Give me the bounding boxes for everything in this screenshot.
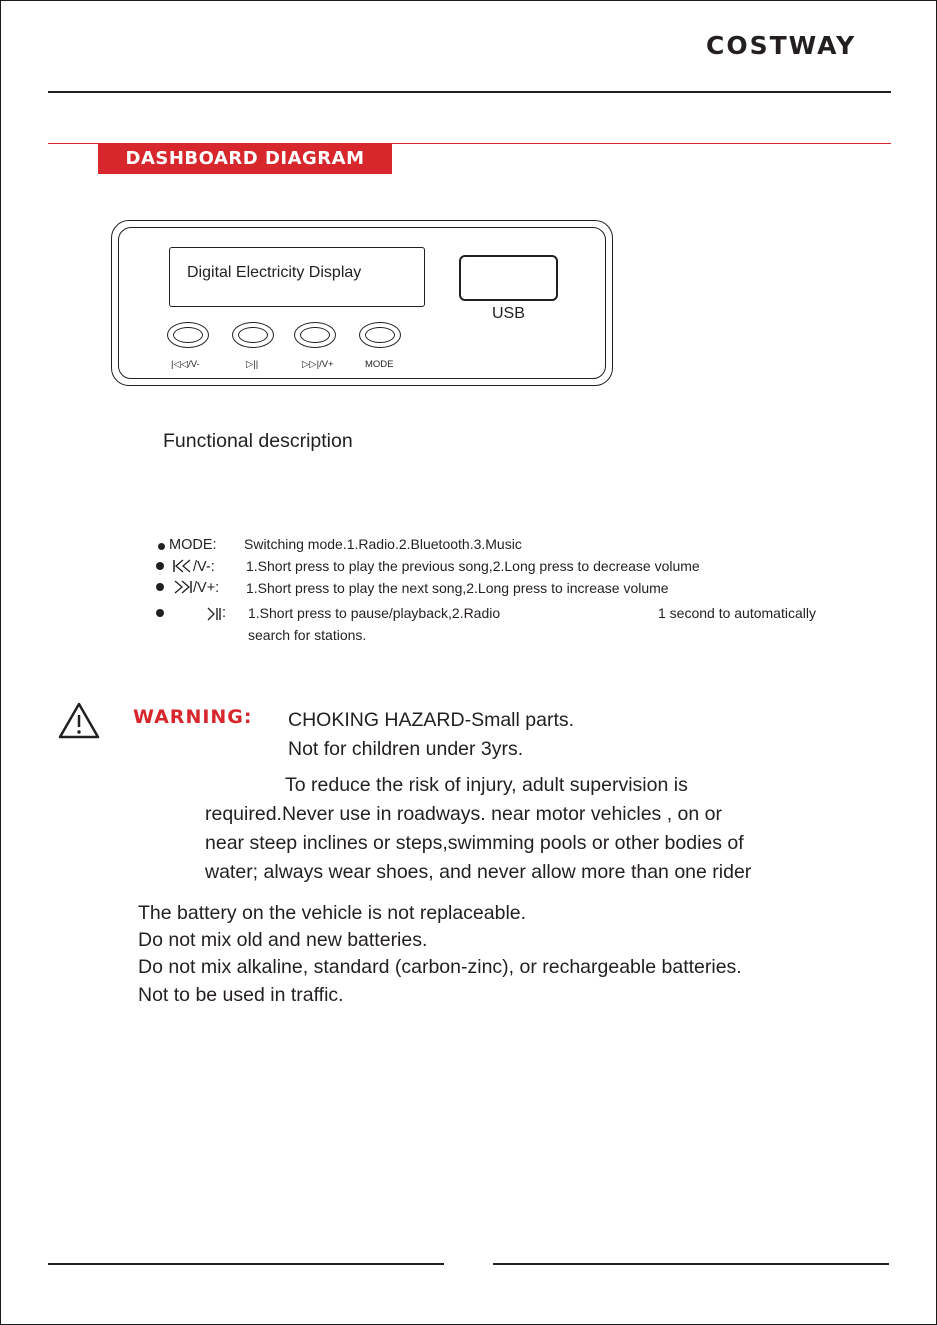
usb-port	[459, 255, 558, 301]
next-volume-up-button	[294, 322, 336, 348]
bullet-icon	[156, 583, 164, 591]
battery-note: Do not mix old and new batteries.	[138, 929, 428, 951]
mode-button-label: MODE	[365, 359, 394, 370]
footer-divider-right	[493, 1263, 889, 1265]
play-pause-description-cont: 1 second to automatically	[658, 605, 816, 621]
battery-note: The battery on the vehicle is not replaceable.	[138, 902, 527, 924]
volume-down-description: 1.Short press to play the previous song,2.Long press to decrease volume	[246, 558, 700, 574]
usb-label: USB	[492, 305, 525, 322]
bullet-icon	[158, 543, 165, 550]
warning-label: WARNING:	[133, 706, 253, 728]
battery-note: Do not mix alkaline, standard (carbon-zinc), or rechargeable batteries.	[138, 956, 742, 978]
play-pause-description-line2: search for stations.	[248, 627, 367, 643]
play-pause-description: 1.Short press to pause/playback,2.Radio	[248, 605, 501, 621]
traffic-note: Not to be used in traffic.	[138, 984, 344, 1006]
header-divider	[48, 91, 891, 93]
safety-paragraph-line: required.Never use in roadways. near motor vehicles , on or	[205, 803, 722, 825]
volume-down-key: /V-:	[193, 559, 215, 575]
bullet-icon	[156, 609, 164, 617]
play-pause-key: :	[222, 605, 227, 621]
safety-paragraph-line: water; always wear shoes, and never allow more than one rider	[205, 861, 752, 883]
warning-triangle-icon	[57, 701, 101, 741]
play-pause-button	[232, 322, 274, 348]
previous-track-icon	[172, 559, 194, 573]
age-warning-text: Not for children under 3yrs.	[288, 738, 524, 760]
footer-divider-left	[48, 1263, 444, 1265]
next-track-icon: ▷▷|/V+	[302, 359, 334, 370]
section-title: DASHBOARD DIAGRAM	[98, 144, 392, 174]
mode-button	[359, 322, 401, 348]
previous-track-icon: |◁◁/V-	[171, 359, 200, 370]
safety-paragraph-line: near steep inclines or steps,swimming pools or other bodies of	[205, 832, 744, 854]
play-pause-icon	[206, 607, 222, 621]
next-track-icon	[172, 580, 194, 594]
mode-description: Switching mode.1.Radio.2.Bluetooth.3.Music	[244, 536, 522, 552]
safety-paragraph-line: To reduce the risk of injury, adult supervision is	[285, 774, 688, 796]
choking-hazard-text: CHOKING HAZARD-Small parts.	[288, 709, 575, 731]
bullet-icon	[156, 562, 164, 570]
functional-description-title: Functional description	[163, 430, 353, 452]
volume-up-description: 1.Short press to play the next song,2.Long press to increase volume	[246, 580, 669, 596]
play-pause-icon: ▷||	[246, 359, 259, 370]
brand-logo: COSTWAY	[706, 31, 857, 60]
digital-display-label: Digital Electricity Display	[187, 264, 362, 281]
previous-volume-down-button	[167, 322, 209, 348]
volume-up-key: /V+:	[193, 580, 220, 596]
mode-key: MODE:	[169, 537, 217, 553]
